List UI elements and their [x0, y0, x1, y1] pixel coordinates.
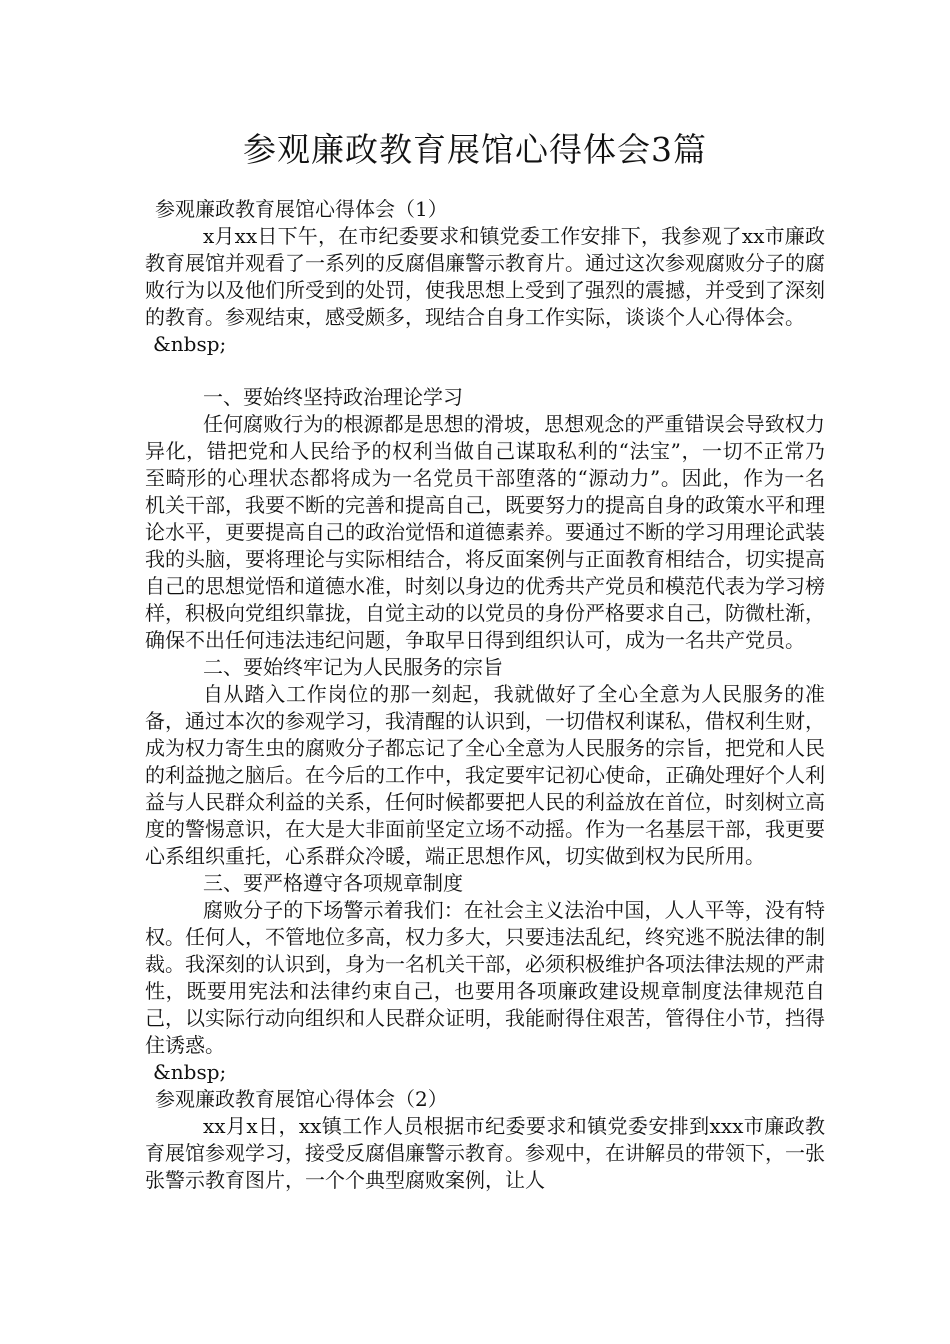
- paragraph: 任何腐败行为的根源都是思想的滑坡，思想观念的严重错误会导致权力异化，错把党和人民给予的权利当做自己谋取私利的“法宝”，一切不正常乃至畸形的心理状态都将成为一名党员干部堕落的“源动力”。因此，作为一名机关干部，我要不断的完善和提高自己，既要努力的提高自身的政策水平和理论水平，更要提高自己的政治觉悟和道德素养。要通过不断的学习用理论武装我的头脑，要将理论与实际相结合，将反面案例与正面教育相结合，切实提高自己的思想觉悟和道德水准，时刻以身边的优秀共产党员和模范代表为学习榜样，积极向党组织靠拢，自觉主动的以党员的身份严格要求自己，防微杜渐，确保不出任何违法违纪问题，争取早日得到组织认可，成为一名共产党员。: [145, 412, 825, 652]
- paragraph: 自从踏入工作岗位的那一刻起，我就做好了全心全意为人民服务的准备，通过本次的参观学习，我清醒的认识到，一切借权利谋私，借权利生财，成为权力寄生虫的腐败分子都忘记了全心全意为人民服务的宗旨，把党和人民的利益抛之脑后。在今后的工作中，我定要牢记初心使命，正确处理好个人利益与人民群众利益的关系，任何时候都要把人民的利益放在首位，时刻树立高度的警惕意识，在大是大非面前坚定立场不动摇。作为一名基层干部，我更要心系组织重托，心系群众冷暖，端正思想作风，切实做到权为民所用。: [145, 682, 825, 868]
- document-title: 参观廉政教育展馆心得体会3篇: [243, 130, 707, 169]
- paragraph: 腐败分子的下场警示着我们：在社会主义法治中国，人人平等，没有特权。任何人，不管地位多高，权力多大，只要违法乱纪，终究逃不脱法律的制裁。我深刻的认识到，身为一名机关干部，必须积极维护各项法律法规的严肃性，既要用宪法和法律约束自己，也要用各项廉政建设规章制度法律规范自己，以实际行动向组织和人民群众证明，我能耐得住艰苦，管得住小节，挡得住诱惑。: [145, 898, 825, 1057]
- paragraph: xx月x日，xx镇工作人员根据市纪委要求和镇党委安排到xxx市廉政教育展馆参观学习，接受反腐倡廉警示教育。参观中，在讲解员的带领下，一张张警示教育图片，一个个典型腐败案例，让人: [145, 1114, 825, 1192]
- section-title: 参观廉政教育展馆心得体会（1）: [155, 197, 448, 221]
- heading-three: 三、要严格遵守各项规章制度: [203, 871, 463, 895]
- nbsp-line: &nbsp;: [153, 1060, 227, 1084]
- paragraph: x月xx日下午，在市纪委要求和镇党委工作安排下，我参观了xx市廉政教育展馆并观看了一系列的反腐倡廉警示教育片。通过这次参观腐败分子的腐败行为以及他们所受到的处罚，使我思想上受到了强烈的震撼，并受到了深刻的教育。参观结束，感受颇多，现结合自身工作实际，谈谈个人心得体会。: [145, 224, 825, 329]
- nbsp-line: &nbsp;: [153, 332, 227, 356]
- blank-line: [145, 358, 825, 384]
- heading-two: 二、要始终牢记为人民服务的宗旨: [203, 655, 503, 679]
- document-body: [145, 196, 825, 1194]
- heading-one: 一、要始终坚持政治理论学习: [203, 385, 463, 409]
- section-title: 参观廉政教育展馆心得体会（2）: [155, 1087, 448, 1111]
